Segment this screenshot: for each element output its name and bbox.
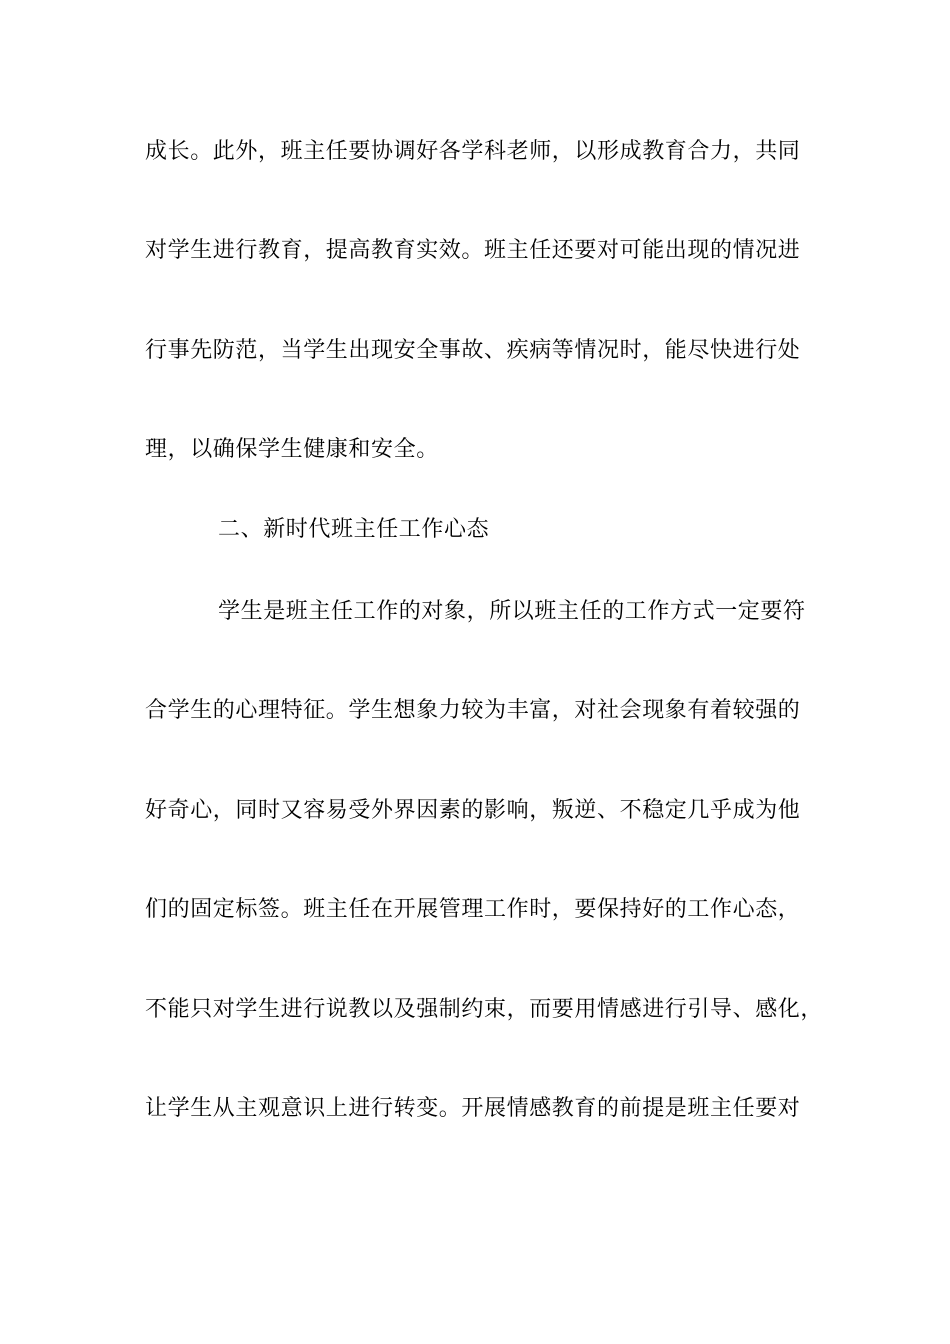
paragraph-line: 不能只对学生进行说教以及强制约束，而要用情感进行引导、感化， [145,997,824,1022]
section-heading: 二、新时代班主任工作心态 [218,517,490,542]
paragraph-line: 理，以确保学生健康和安全。 [145,437,439,462]
paragraph-line: 好奇心，同时又容易受外界因素的影响，叛逆、不稳定几乎成为他 [145,798,801,823]
paragraph-line: 学生是班主任工作的对象，所以班主任的工作方式一定要符 [218,599,806,624]
paragraph-line: 行事先防范，当学生出现安全事故、疾病等情况时，能尽快进行处 [145,338,801,363]
paragraph-line: 成长。此外，班主任要协调好各学科老师，以形成教育合力，共同 [145,139,801,164]
paragraph-line: 对学生进行教育，提高教育实效。班主任还要对可能出现的情况进 [145,238,801,263]
paragraph-line: 们的固定标签。班主任在开展管理工作时，要保持好的工作心态， [145,897,801,922]
paragraph-line: 合学生的心理特征。学生想象力较为丰富，对社会现象有着较强的 [145,698,801,723]
paragraph-line: 让学生从主观意识上进行转变。开展情感教育的前提是班主任要对 [145,1096,801,1121]
